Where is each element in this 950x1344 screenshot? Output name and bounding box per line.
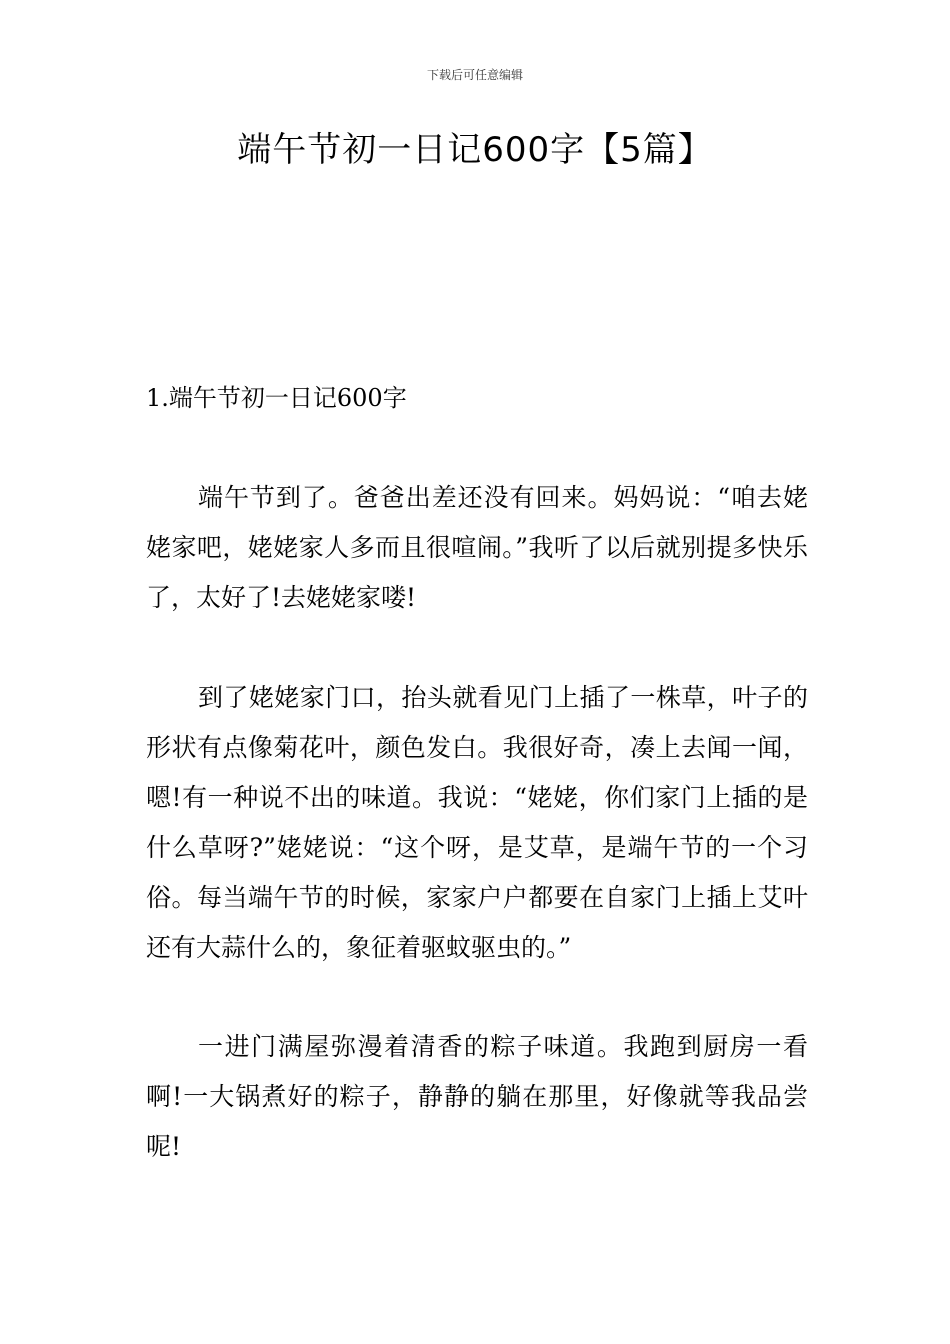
document-title: 端午节初一日记600字【5篇】: [237, 130, 713, 170]
paragraph: 端午节到了。爸爸出差还没有回来。妈妈说：“咱去姥姥家吧，姥姥家人多而且很喧闹。”我听了以后就别提多快乐了，太好了!去姥姥家喽!: [146, 483, 808, 612]
paragraph: 一进门满屋弥漫着清香的粽子味道。我跑到厨房一看啊!一大锅煮好的粽子，静静的躺在那里，好像就等我品尝呢!: [146, 1032, 808, 1161]
section-heading: 1.端午节初一日记600字: [146, 384, 407, 412]
paragraph: 到了姥姥家门口，抬头就看见门上插了一株草，叶子的形状有点像菊花叶，颜色发白。我很好奇，凑上去闻一闻，嗯!有一种说不出的味道。我说：“姥姥，你们家门上插的是什么草呀?”姥姥说：“这个呀，是艾草，是端午节的一个习俗。每当端午节的时候，家家户户都要在自家门上插上艾叶还有大蒜什么的，象征着驱蚊驱虫的。”: [146, 683, 808, 962]
header-note: 下载后可任意编辑: [426, 68, 523, 82]
